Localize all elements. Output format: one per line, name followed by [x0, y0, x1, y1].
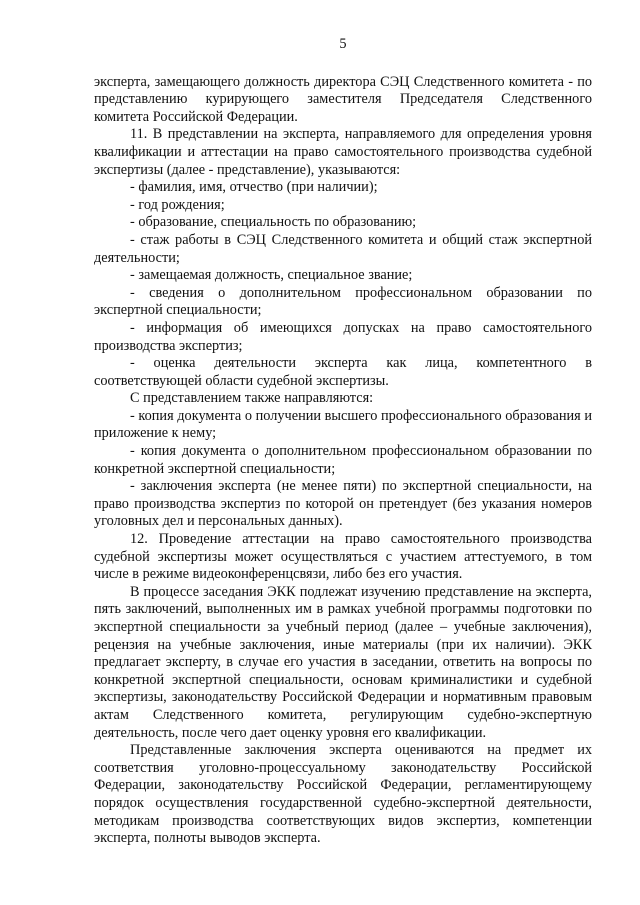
paragraph: Представленные заключения эксперта оцениваются на предмет их соответствия уголовно-процессуальному законодательству Российской Федерации, законодательству Российской Федерации, регламентирующему порядок осуществления государственной судебно-экспертной деятельности, методикам производства соответствующих видов экспертиз, компетенции эксперта, полноты выводов эксперта.: [94, 742, 592, 847]
paragraph: - фамилия, имя, отчество (при наличии);: [130, 179, 378, 196]
paragraph: - оценка деятельности эксперта как лица, компетентного в соответствующей области судебной экспертизы.: [94, 355, 592, 389]
paragraph: - замещаемая должность, специальное звание;: [130, 267, 413, 284]
paragraph: - стаж работы в СЭЦ Следственного комитета и общий стаж экспертной деятельности;: [94, 231, 592, 266]
paragraph: - копия документа о получении высшего профессионального образования и приложение к нему;: [94, 407, 592, 442]
paragraph: - сведения о дополнительном профессиональном образовании по экспертной специальности;: [94, 284, 592, 319]
paragraph: эксперта, замещающего должность директора СЭЦ Следственного комитета - по представлению курирующего заместителя Председателя Следственного комитета Российской Федерации.: [94, 73, 592, 125]
paragraph: 12. Проведение аттестации на право самостоятельного производства судебной экспертизы может осуществляться с участием аттестуемого, в том числе в режиме видеоконференцсвязи, либо без его участия.: [94, 531, 592, 583]
paragraph: - год рождения;: [130, 196, 225, 213]
page-number: 5: [339, 36, 347, 52]
paragraph: - образование, специальность по образованию;: [130, 214, 417, 231]
paragraph: В процессе заседания ЭКК подлежат изучению представление на эксперта, пять заключений, выполненных им в рамках учебной программы подготовки по экспертной специальности за учебный период (далее – учебные заключения), рецензия на учебные заключения, иные материалы (при их наличии). ЭКК предлагает эксперту, в случае его участия в заседании, ответить на вопросы по конкретной экспертной специальности, основам криминалистики и судебной экспертизы, законодательству Российской Федерации и нормативным правовым актам Следственного комитета, регулирующим судебно-экспертную деятельность, после чего дает оценку уровня его квалификации.: [94, 583, 592, 741]
paragraph: - информация об имеющихся допусках на право самостоятельного производства экспертиз;: [94, 319, 592, 354]
paragraph: 11. В представлении на эксперта, направляемого для определения уровня квалификации и аттестации на право самостоятельного производства судебной экспертизы (далее - представление), указываются:: [94, 126, 592, 178]
paragraph: С представлением также направляются:: [130, 390, 374, 407]
document-body: [94, 74, 592, 848]
paragraph: - копия документа о дополнительном профессиональном образовании по конкретной экспертной специальности;: [94, 443, 592, 477]
paragraph: - заключения эксперта (не менее пяти) по экспертной специальности, на право производства экспертиз по которой он претендует (без указания номеров уголовных дел и персональных данных).: [94, 478, 592, 530]
